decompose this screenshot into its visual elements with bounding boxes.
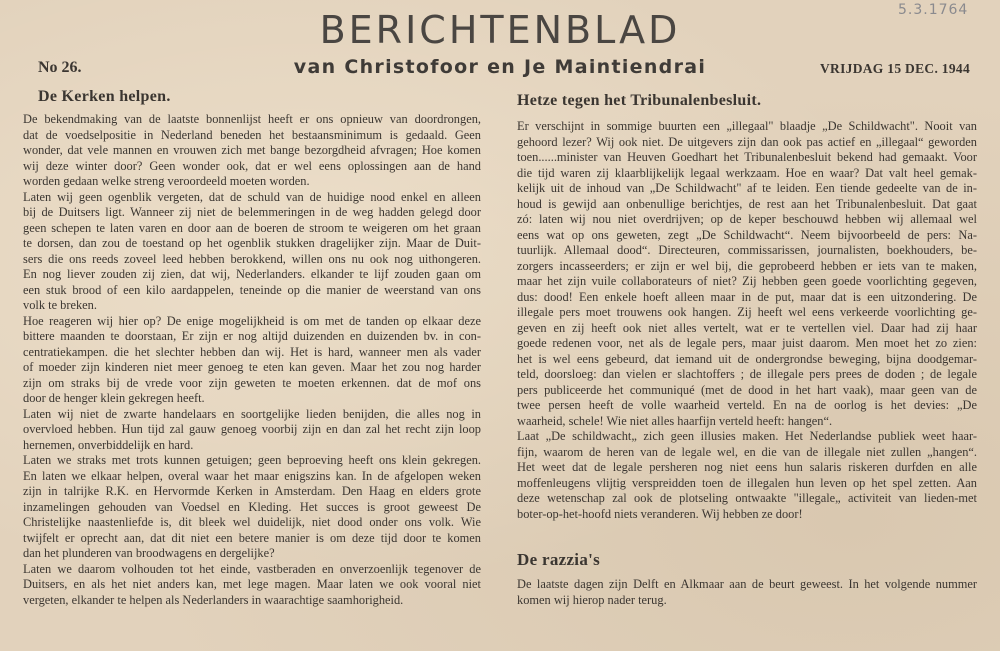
text-line: bij de Duitsers ligt. Wanneer zij niet de belemmeringen in de weg hadden gelegd door bbox=[23, 205, 481, 219]
text-line: Laten we straks met trots kunnen getuigen; geen beproeving heeft ons klein gekregen. bbox=[23, 453, 481, 467]
text-line: dat de voedselpositie in Nederland beneden het bestaansminimum is gedaald. Geen bbox=[23, 127, 481, 142]
text-line: fijn, waarom de heren van de legale wel, en die van de illegale niet zullen „hangen“. bbox=[517, 444, 977, 459]
text-line: De bekendmaking van de laatste bonnenlijst heeft er ons opnieuw van doordrongen, bbox=[23, 112, 481, 126]
text-line: deze wetenschap zal ook de plotseling ontwaakte "illegale„ activiteit van lieden-met bbox=[517, 491, 977, 505]
text-line: En nog liever zouden zij zien, dat wij, Nederlanders. elkander te lijf zouden gaan om bbox=[23, 267, 481, 281]
text-line: zijn om straks bij de vrede voor zijn geweten te moeten erkennen. dat de mof ons bbox=[23, 375, 481, 390]
text-line: Er verschijnt in sommige buurten een „illegaal" blaadje „De Schildwacht". Nooit van bbox=[517, 119, 977, 133]
text-line: hernemen, onverbiddelijk en hard. bbox=[23, 437, 194, 452]
text-line: waarheid, schele! Wie niet alles haarfijn verteld heeft: hangen“. bbox=[517, 413, 833, 428]
text-line: teld, doorsloeg: dan vielen er slachtoffers ; de illegale pers prees de doden ; de legale bbox=[517, 367, 977, 381]
text-line: Het weet dat de legale persheren nog niet eens hun salaris riskeren durfden en alle bbox=[517, 460, 977, 474]
text-line: boter-op-het-hoofd niets veranderen. Wij hebben ze door! bbox=[517, 506, 803, 521]
text-line: volk te breken. bbox=[23, 298, 97, 312]
text-line: of moeder zijn kinderen niet meer genoeg te eten kan geven. Maar het zou nog harder bbox=[23, 360, 481, 374]
text-line: illegale pers moet trouwens ook hangen. Zij heeft wel eens verkeerde voorlichting ge- bbox=[517, 305, 977, 319]
masthead-title: BERICHTENBLAD bbox=[319, 8, 681, 52]
text-line: tuurlijk. Allemaal dood“. Directeuren, commissarissen, journalisten, boekhouders, be- bbox=[517, 243, 977, 257]
text-line: Laten we daarom volhouden tot het einde, vastberaden en onverzoenlijk tegenover de bbox=[23, 561, 481, 576]
article-title-razzias: De razzia's bbox=[517, 550, 601, 569]
article-title-tribunalenbesluit: Hetze tegen het Tribunalenbesluit. bbox=[517, 92, 762, 109]
text-line: overvloed hebben. Hun tijd zal gauw genoeg voorbij zijn en dan zal het recht zijn loop bbox=[23, 422, 481, 436]
text-line: Laten wij niet de zwarte handelaars en soortgelijke lieden benijden, die alles nog in bbox=[23, 406, 481, 421]
text-line: twijfelt er oprecht aan, dat dit niet een betere manier is om deze tijd door te komen bbox=[23, 530, 481, 545]
text-line: die tijd waren zij klaarblijkelijk legaal werkzaam. Hoe en waar? Dat valt heel gemak- bbox=[517, 165, 977, 180]
text-line: dus: dood! Een enkele hoeft alleen maar in de put, maar dat is een uitzondering. De bbox=[517, 289, 977, 304]
text-line: geven en zij heeft ook niet alles vertelt, wat er te vertellen viel. Daar had zij haar bbox=[517, 320, 977, 335]
issue-number: No 26. bbox=[38, 59, 82, 76]
text-line: het is wel eens gebeurd, dat iemand uit de ondergrondse beweging, bijna doodgemar- bbox=[517, 351, 977, 366]
text-line: komen wij hierop nader terug. bbox=[517, 592, 667, 607]
text-line: kelijk uit de inhoud van „De Schildwacht" af te leiden. Een tiende gedeelte van de in- bbox=[517, 181, 977, 195]
text-line: moffenleugens vlijtig verspreidden toen de illegalen hun leven op het spel zetten. Aan bbox=[517, 475, 977, 490]
text-line: inzamelingen gehouden van Voedsel en Kleding. Het succes is groot geweest De bbox=[23, 499, 481, 514]
text-line: worden gedaan welke streng veroordeeld moeten worden. bbox=[23, 174, 310, 188]
text-line: toen......minister van Heuven Goedhart het Tribunalenbesluit bekend had gemaakt. Voor bbox=[517, 150, 977, 164]
text-line: houd is gewijd aan onbenullige berichtjes, de rest aan het Tribunalenbesluit. Dat gaat bbox=[517, 196, 977, 211]
text-line: zorgers incasseerders; er zijn er wel bij, die geprobeerd hebben er iets van te maken, bbox=[517, 258, 977, 273]
issue-date: VRIJDAG 15 DEC. 1944 bbox=[820, 61, 971, 76]
text-line: Laten wij geen ogenblik vergeten, dat de schuld van de huidige nood enkel en alleen bbox=[23, 189, 481, 204]
text-line: En laten we elkaar helpen, overal waar het maar enigszins kan. In de afgelopen weken bbox=[23, 468, 481, 483]
text-line: De laatste dagen zijn Delft en Alkmaar aan de beurt geweest. In het volgende nummer bbox=[517, 577, 977, 591]
text-line: gehoord lezer? Wij ook niet. De uitgevers zijn dan ook pas actief en „illegaal“ geworden bbox=[517, 134, 977, 149]
text-line: goede redenen voor, net als de legale pers, maar juist daarom. Men moet het zo zien: bbox=[517, 336, 977, 350]
text-line: te dorsen, dan zou de toestand op het ogenblik stukken dragelijker zijn. Maar de Duit- bbox=[23, 236, 481, 250]
text-line: een stuk brood of een kilo aardappelen, teneinde op die manier de weerstand van ons bbox=[23, 282, 481, 297]
text-line: centratiekampen. die het slechter hebben dan wij. Het is hard, wanneer men als vader bbox=[23, 344, 481, 359]
text-line: zijn in talrijke R.K. en Hervormde Kerken in Amsterdam. Den Haag en elders grote bbox=[23, 484, 481, 498]
text-line: sers die ons reeds zoveel leed hebben berokkend, willen ons nu ook nog uithongeren. bbox=[23, 251, 481, 266]
article-body-razzias bbox=[517, 577, 977, 608]
text-line: zó: laten wij nou niet overdrijven; op de keper beschouwd hebben wij allemaal wel bbox=[517, 212, 977, 226]
article-title-kerken: De Kerken helpen. bbox=[38, 88, 171, 105]
text-line: wonder, dat vele mannen en vrouwen zich met bange bezorgdheid afvragen; Hoe komen bbox=[23, 143, 481, 157]
text-line: door de henger klein gekregen heeft. bbox=[23, 391, 205, 405]
text-line: pers publiceerde het communiqué (met de dood in het hart vaak), maar geen van de bbox=[517, 382, 977, 397]
text-line: maar het zijn vuile collaborateurs of niet? Zij hebben geen goede voorlichting gegeven, bbox=[517, 274, 977, 288]
masthead-subtitle: van Christofoor en Je Maintiendrai bbox=[293, 56, 707, 78]
archive-pencil-annotation: 5.3.1764 bbox=[898, 2, 969, 18]
text-line: Christelijke naastenliefde is, dit bleek wel duidelijk, niet dood onder ons volk. Wie bbox=[23, 515, 481, 529]
text-line: eens wat op ons geweten, zegt „De Schildwacht“. Neem bijvoorbeeld de pers: Na- bbox=[517, 227, 977, 242]
text-line: Laat „De schildwacht„ zich geen illusies maken. Het Nederlandse publiek weet haar- bbox=[517, 429, 977, 443]
text-line: geen schepen te laten varen en door aan de boeren de stroom te weigeren om het graan bbox=[23, 220, 481, 235]
text-line: dan het plunderen van broodwagens en dergelijke? bbox=[23, 546, 275, 560]
article-body-kerken bbox=[23, 112, 481, 608]
text-line: Hoe reageren wij hier op? De enige mogelijkheid is om met de tanden op elkaar deze bbox=[23, 313, 481, 328]
text-line: twee persen heeft de volle waarheid verteld. En na de oorlog is het devies: „De bbox=[517, 398, 977, 412]
text-line: bittere maanden te doorstaan, Er zijn er nog altijd duizenden en duizenden bv. in con- bbox=[23, 329, 481, 343]
text-line: Duitsers, en als het niet anders kan, met lege magen. Maar laten we ook vooral niet bbox=[23, 577, 481, 591]
article-body-tribunalenbesluit bbox=[517, 119, 977, 522]
text-line: wij deze winter door? Geen wonder ook, dat er wel eens oplossingen aan de hand bbox=[23, 158, 481, 173]
text-line: vergeten, elkander te helpen als Nederlanders in waarachtige saamhorigheid. bbox=[23, 592, 404, 607]
